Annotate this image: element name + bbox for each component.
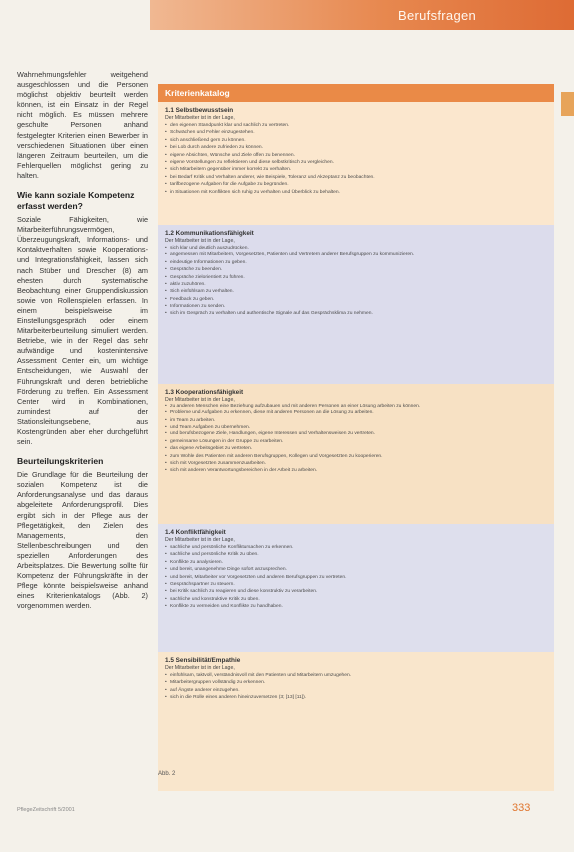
criteria-item: • auf Ängste anderer einzugehen. <box>165 687 547 694</box>
criteria-item: • das eigene Arbeitsgebiet zu vertreten. <box>165 445 547 452</box>
criteria-item: • bei Kritik sachlich zu reagieren und diese konstruktiv zu verarbeiten. <box>165 588 547 595</box>
criteria-section-title: 1.5 Sensibilität/Empathie <box>165 657 241 664</box>
criteria-item: • Probleme und Aufgaben zu erkennen, diese mit anderen Personen an die Lösung zu arbeiten. <box>165 410 547 416</box>
criteria-item: • in Situationen mit Konflikten sich ruhig zu verhalten und Überblick zu behalten. <box>165 189 547 196</box>
criteria-item: • Sich einfühlsam zu verhalten. <box>165 288 547 295</box>
criteria-item: • gemeinsame Lösungen in der Gruppe zu erarbeiten. <box>165 438 547 445</box>
criteria-intro: Der Mitarbeiter ist in der Lage, <box>165 537 235 543</box>
criteria-item: • sich Mitarbeitern gegenüber immer korrekt zu verhalten. <box>165 166 547 173</box>
edge-marker-tab <box>561 92 574 116</box>
criteria-item: • Informationen zu senden. <box>165 303 547 310</box>
criteria-intro: Der Mitarbeiter ist in der Lage, <box>165 665 235 671</box>
criteria-item: • eigene Absichten, Wünsche und Ziele offen zu benennen. <box>165 152 547 159</box>
criteria-item: • Gespräche zu beenden. <box>165 266 547 273</box>
body-paragraph: Die Grundlage für die Beurteilung der sozialen Kompetenz ist die Anforderungsanalyse und das daraus abgeleitete Anforderungsprofil. Dies ergibt sich in der Pflege aus der Pflegetätigkeit, den Zielen des Managements, den Stellenbeschreibungen und den speziellen Anforderungen des Arbeitsplatzes. Die Bewertung sollte für Kompetenz der Führungskräfte in der Pflege könnte beispielsweise anhand eines Kriterienkatalogs (Abb. 2) vorgenommen werden. <box>17 470 148 611</box>
criteria-item: • Feedback zu geben. <box>165 296 547 303</box>
criteria-section <box>158 102 554 225</box>
criteria-item: • sachliche und konstruktive Kritik zu üben. <box>165 596 547 603</box>
criteria-section <box>158 524 554 652</box>
criteria-item: • tarifbezogene Aufgaben für die Aufgabe zu begründen. <box>165 181 547 188</box>
criteria-item: • Gespräche zielorientiert zu führen. <box>165 274 547 281</box>
criteria-section-title: 1.3 Kooperationsfähigkeit <box>165 389 244 396</box>
criteria-item: • Schwächen und Fehler einzugestehen. <box>165 129 547 136</box>
left-text-column <box>17 70 148 612</box>
section-heading: Wie kann soziale Kompetenz erfasst werden? <box>17 190 135 212</box>
criteria-item: • und bereit, Mitarbeiter vor Vorgesetzten und anderen Berufsgruppen zu vertreten. <box>165 574 547 581</box>
criteria-item: • Mitarbeitergruppen vollständig zu erkennen. <box>165 679 547 686</box>
criteria-item: • und bereit, unangenehme Dinge sofort anzusprechen. <box>165 566 547 573</box>
criteria-section <box>158 652 554 791</box>
criteria-item: • und Team Aufgaben zu übernehmen. <box>165 424 547 431</box>
criteria-item: • angemessen mit Mitarbeitern, Vorgesetzten, Patienten und Vertretern anderer Berufsgruppen zu kommunizieren. <box>165 252 547 258</box>
criteria-item: • einfühlsam, taktvoll, verständnisvoll mit den Patienten und Mitarbeitern umzugehen. <box>165 672 547 679</box>
criteria-section-title: 1.4 Konfliktfähigkeit <box>165 529 226 536</box>
criteria-item: • eindeutige Informationen zu geben. <box>165 259 547 266</box>
page-number: 333 <box>512 802 531 814</box>
footer-journal: PflegeZeitschrift 5/2001 <box>17 807 75 813</box>
criteria-catalog-panel <box>158 84 554 756</box>
criteria-item: • zum Wohle des Patienten mit anderen Berufsgruppen, Kollegen und Vorgesetzten zu kooperieren. <box>165 453 547 460</box>
criteria-section-title: 1.2 Kommunikationsfähigkeit <box>165 230 254 237</box>
criteria-item: • sich mit Vorgesetzten zusammenzuarbeiten. <box>165 460 547 467</box>
criteria-item: • Gesprächspartner zu steuern. <box>165 581 547 588</box>
body-paragraph: Soziale Fähigkeiten, wie Mitarbeiterführungsvermögen, Überzeugungskraft, Informations- und Kontaktverhalten sowie Kooperations- und Integrationsfähigkeit, lassen sich nach Stüber und Drescher (8) am ehesten durch systematische Beobachtung einer Gruppendiskussion sowie von Rollenspielen erfassen. In einem beispielsweise im Einstellungsgespräch oder einem Mitarbeiterbeurteilung simuliert werden. Betriebe, wie in der Regel das sehr aufwändige und kostenintensive Assessment Center ein, um wichtige Entscheidungen, wie Auswahl der Führungskraft und deren betriebliche Förderung zu treffen. Ein Assessment Center wird in Kombinationen, zumindest auf der Stationsleitungsebene, aus Kostengründen aber eher durchgeführt sein. <box>17 215 148 447</box>
criteria-item: • sich anschließend gern zu können. <box>165 137 547 144</box>
criteria-item: • zu anderen Menschen eine Beziehung aufzubauen und mit anderen Personen an einer Lösung arbeiten zu können. <box>165 404 547 410</box>
criteria-intro: Der Mitarbeiter ist in der Lage, <box>165 397 235 403</box>
criteria-item: • sich mit anderen Verantwortungsbereichen in der Arbeit zu arbeiten. <box>165 467 547 474</box>
criteria-item: • im Team zu arbeiten. <box>165 417 547 424</box>
criteria-item: • Konflikte zu analysieren. <box>165 559 547 566</box>
criteria-section <box>158 384 554 524</box>
body-paragraph: Wahrnehmungsfehler weitgehend ausgeschlossen und die Personen möglichst objektiv beurteilt werden können, ist ein Einsatz in der Regel nicht möglich. Es müssen mehrere geschulte Personen anhand festgelegter Kriterien einen Bewerber in verschiedenen Situationen über einen längeren Zeitraum beurteilen, um die Fehlerquellen möglichst gering zu halten. <box>17 70 148 180</box>
page-header-title: Berufsfragen <box>398 8 477 23</box>
catalog-title: Kriterienkatalog <box>158 84 554 102</box>
criteria-item: • sachliche und persönliche Kritik zu üben. <box>165 551 547 558</box>
criteria-item: • aktiv zuzuhören. <box>165 281 547 288</box>
criteria-item: • Konflikte zu vermeiden und Konflikte zu handhaben. <box>165 603 547 610</box>
criteria-item: • sachliche und persönliche Konfliktursachen zu erkennen. <box>165 544 547 551</box>
criteria-section <box>158 225 554 384</box>
criteria-intro: Der Mitarbeiter ist in der Lage, <box>165 115 235 121</box>
criteria-item: • sich im Gespräch zu verhalten und authentische Signale auf das Gesprächsklima zu nehmen. <box>165 311 547 317</box>
figure-caption: Abb. 2 <box>158 771 176 777</box>
criteria-item: • eigene Vorstellungen zu reflektieren und diese selbstkritisch zu vergleichen. <box>165 159 547 166</box>
criteria-item: • sich in die Rolle eines anderen hineinzuversetzen (3; [13] [11]). <box>165 694 547 701</box>
section-heading: Beurteilungskriterien <box>17 456 104 467</box>
criteria-item: • bei Bedarf Kritik und Verhalten anderer, wie Beispiele, Toleranz und Akzeptanz zu beobachten. <box>165 174 547 181</box>
criteria-item: • und berufsbezogene Ziele, Handlungen, eigene Interessen und Verhaltensweisen zu vertreten. <box>165 431 547 437</box>
criteria-item: • den eigenen Standpunkt klar und sachlich zu vertreten. <box>165 122 547 129</box>
criteria-item: • bei Lob durch andere zufrieden zu können. <box>165 144 547 151</box>
criteria-item: • sich klar und deutlich auszudrücken. <box>165 245 547 252</box>
criteria-intro: Der Mitarbeiter ist in der Lage, <box>165 238 235 244</box>
criteria-section-title: 1.1 Selbstbewusstsein <box>165 107 234 114</box>
